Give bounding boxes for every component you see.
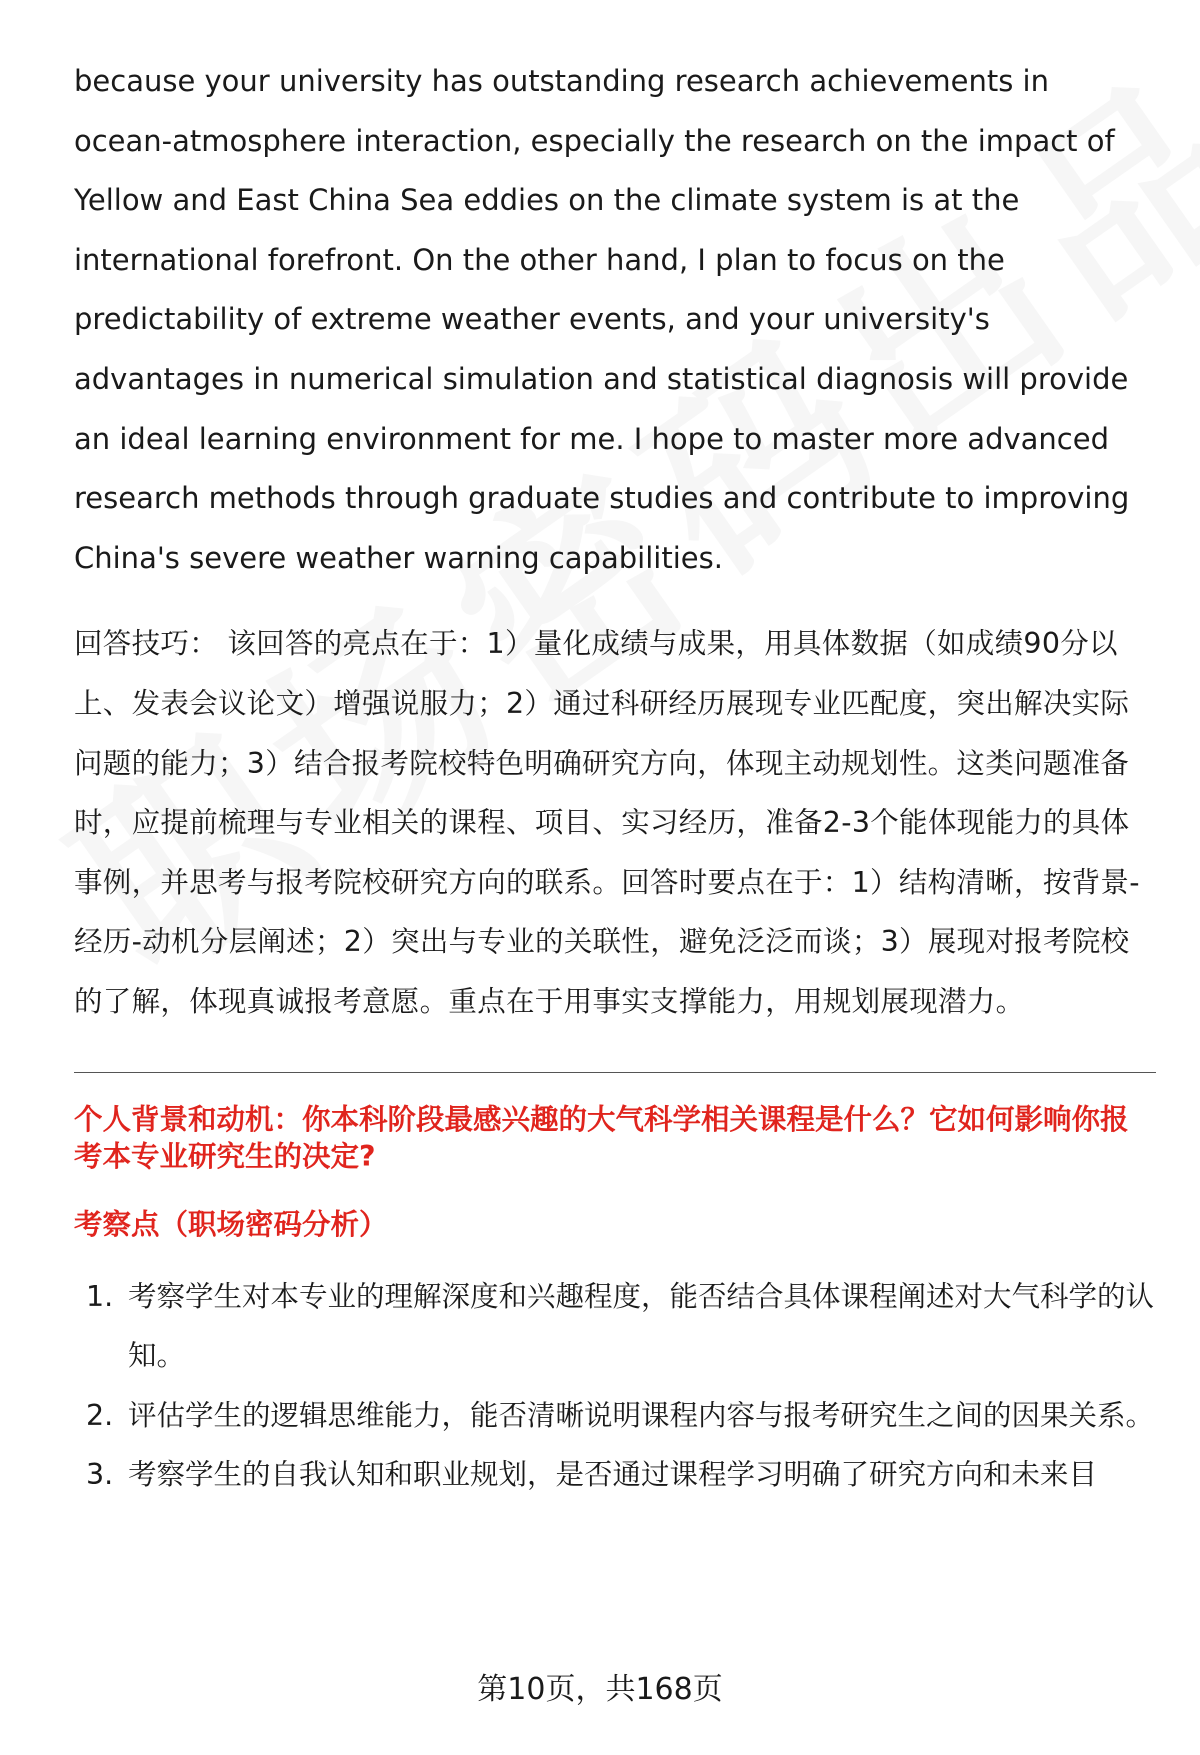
list-item-number: 3. — [86, 1458, 114, 1492]
list-item — [74, 1445, 1154, 1505]
list-item-number: 2. — [86, 1398, 114, 1432]
list-item-text: 考察学生的自我认知和职业规划，是否通过课程学习明确了研究方向和未来目 — [128, 1458, 1098, 1492]
list-item-text: 评估学生的逻辑思维能力，能否清晰说明课程内容与报考研究生之间的因果关系。 — [128, 1398, 1155, 1432]
page-number-footer: 第10页，共168页 — [477, 1672, 723, 1707]
assessment-points-heading: 考察点（职场密码分析） — [74, 1207, 388, 1241]
english-answer-paragraph: because your university has outstanding research achievements in ocean-atmosphere interaction, especially the research on the impact of Yellow and East China Sea eddies on the climate system is at the international forefront. On the other hand, I plan to focus on the predictability of extreme weather events, and your university's advantages in numerical simulation and statistical diagnosis will provide an ideal learning environment for me. I hope to master more advanced research methods through graduate studies and contribute to improving China's severe weather warning capabilities. — [74, 64, 1130, 575]
section-divider — [74, 1072, 1156, 1073]
list-item-text: 考察学生对本专业的理解深度和兴趣程度，能否结合具体课程阐述对大气科学的认知。 — [128, 1279, 1155, 1373]
answer-tips-paragraph: 回答技巧： 该回答的亮点在于：1）量化成绩与成果，用具体数据（如成绩90分以上、发表会议论文）增强说服力；2）通过科研经历展现专业匹配度，突出解决实际问题的能力；3）结合报考院校特色明确研究方向，体现主动规划性。这类问题准备时，应提前梳理与专业相关的课程、项目、实习经历，准备2-3个能体现能力的具体事例，并思考与报考院校研究方向的联系。回答时要点在于：1）结构清晰，按背景-经历-动机分层阐述；2）突出与专业的关联性，避免泛泛而谈；3）展现对报考院校的了解，体现真诚报考意愿。重点在于用事实支撑能力，用规划展现潜力。 — [74, 627, 1140, 1018]
page-content — [74, 52, 1154, 1505]
list-item — [74, 1386, 1154, 1446]
question-heading: 个人背景和动机：你本科阶段最感兴趣的大气科学相关课程是什么？它如何影响你报考本专业研究生的决定? — [74, 1102, 1129, 1173]
list-item — [74, 1267, 1154, 1386]
list-item-number: 1. — [86, 1279, 114, 1313]
assessment-points-list — [74, 1267, 1154, 1505]
